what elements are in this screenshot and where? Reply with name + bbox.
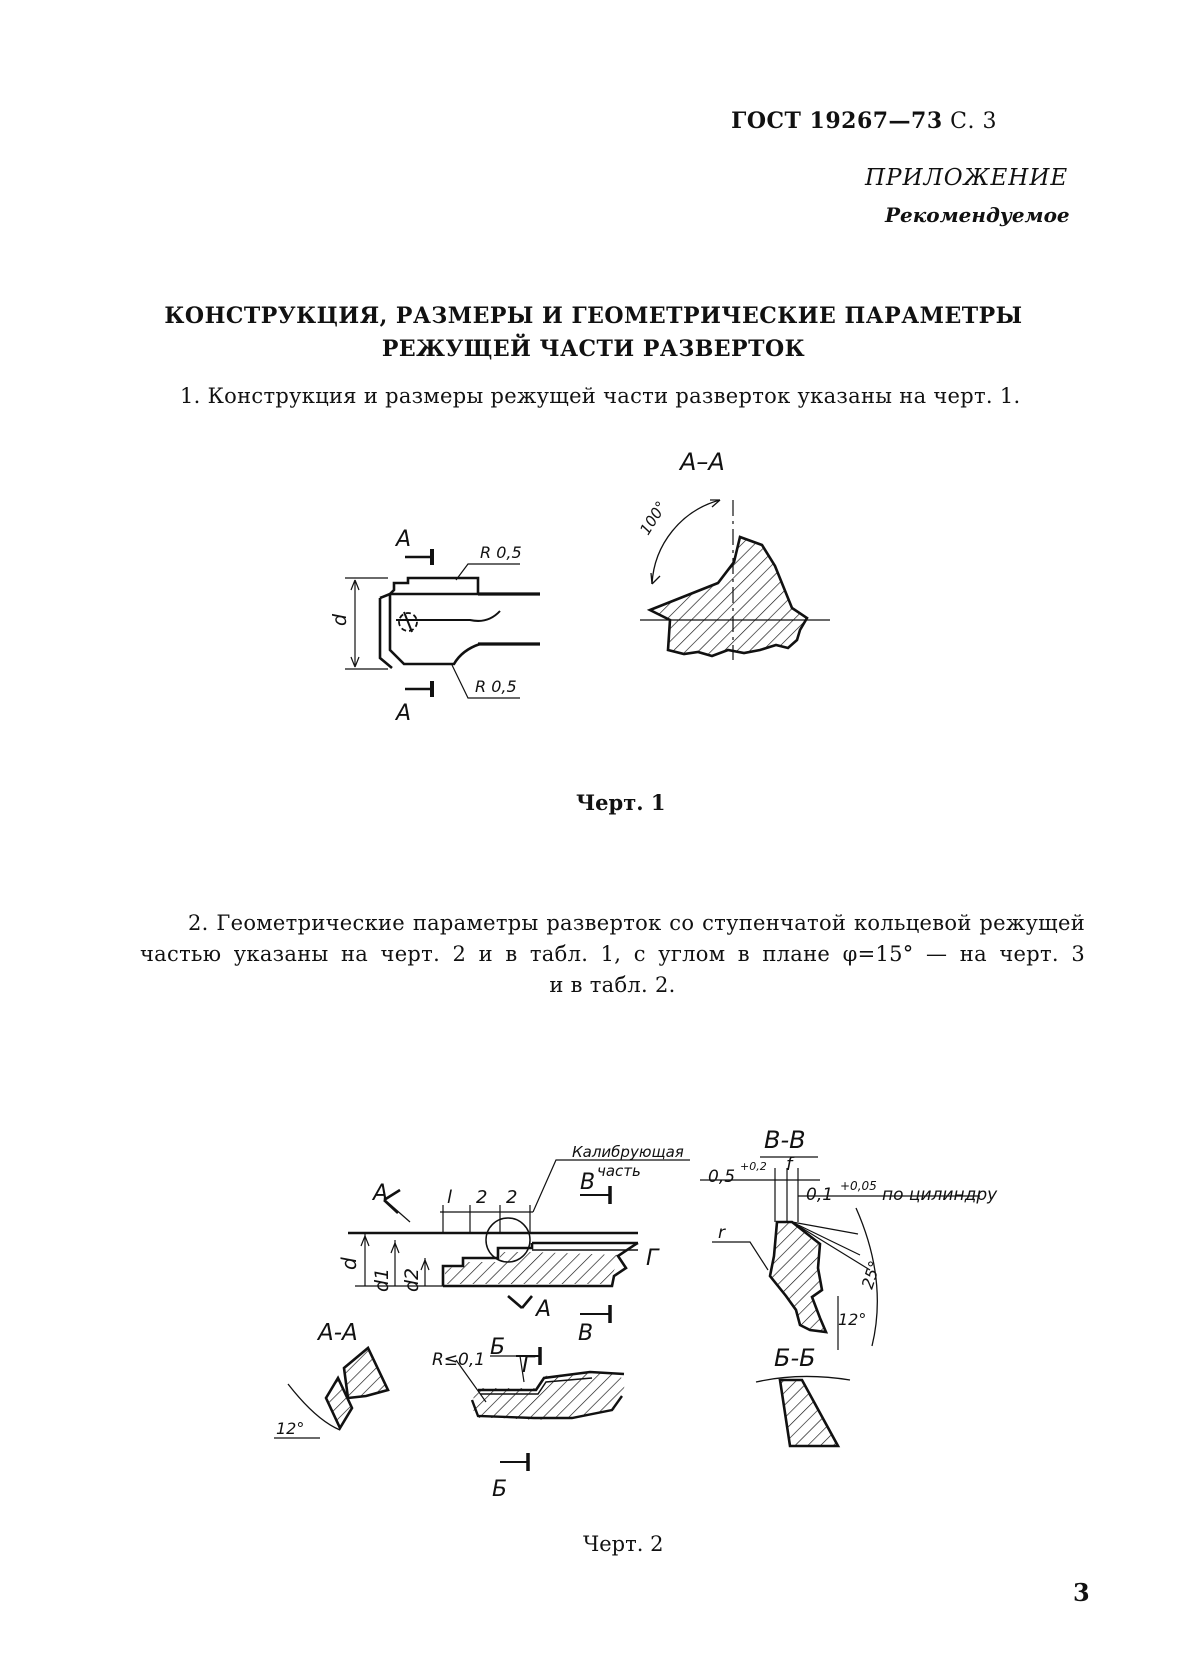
fig2-cylinder: по цилиндру bbox=[882, 1185, 998, 1205]
appendix-label: ПРИЛОЖЕНИЕ bbox=[865, 165, 1069, 191]
fig2-label-g: Г bbox=[646, 1246, 659, 1271]
fig2-dim-01: 0,1 bbox=[806, 1185, 834, 1205]
appendix-status: Рекомендуемое bbox=[885, 203, 1070, 227]
fig2-dim-2a: 2 bbox=[476, 1187, 488, 1208]
fig2-angle-12b: 12° bbox=[276, 1419, 305, 1438]
fig2-radius: R≤0,1 bbox=[432, 1350, 486, 1370]
fig2-angle-25: 25° bbox=[857, 1258, 885, 1292]
fig2-section-aa: А-А bbox=[318, 1320, 358, 1346]
fig2-tol-02: +0,2 bbox=[740, 1160, 767, 1173]
fig2-calibrating-2: часть bbox=[597, 1162, 641, 1180]
paragraph-1: 1. Конструкция и размеры режущей части разверток указаны на черт. 1. bbox=[180, 384, 1021, 408]
fig1-radius-top: R 0,5 bbox=[480, 543, 522, 562]
fig1-arrow-a-bottom: А bbox=[396, 701, 412, 726]
fig2-angle-12a: 12° bbox=[838, 1310, 867, 1329]
figure2-caption: Черт. 2 bbox=[583, 1532, 664, 1556]
figure2-main-view bbox=[348, 1160, 690, 1323]
fig1-section-title: А–А bbox=[680, 448, 725, 476]
fig2-dia-d1: d1 bbox=[371, 1267, 393, 1292]
paragraph-2-line3: и в табл. 2. bbox=[549, 973, 676, 997]
fig2-arrow-v: В bbox=[580, 1170, 596, 1195]
figure1-side-view bbox=[345, 549, 540, 698]
fig2-label-g2: Г bbox=[522, 1353, 535, 1378]
fig2-tol-005: +0,05 bbox=[840, 1179, 877, 1193]
fig2-dim-2b: 2 bbox=[506, 1187, 518, 1208]
page-title-line2: РЕЖУЩЕЙ ЧАСТИ РАЗВЕРТОК bbox=[381, 336, 806, 362]
fig2-arrow-a2: А bbox=[536, 1297, 552, 1322]
figure1-caption: Черт. 1 bbox=[576, 790, 666, 815]
fig2-arrow-a: А bbox=[373, 1181, 389, 1206]
fig2-section-vv: В-В bbox=[764, 1126, 806, 1154]
fig2-dia-d: d bbox=[337, 1257, 361, 1270]
fig1-radius-bottom: R 0,5 bbox=[475, 677, 517, 696]
fig2-arrow-b2: Б bbox=[492, 1477, 508, 1502]
figure1-section-aa bbox=[640, 500, 830, 660]
fig1-diameter: d bbox=[329, 613, 351, 626]
paragraph-2 bbox=[140, 908, 1085, 1001]
fig2-dim-l: l bbox=[447, 1187, 453, 1208]
page-number: 3 bbox=[1073, 1578, 1090, 1607]
fig2-label-r: r bbox=[718, 1223, 725, 1243]
fig1-angle-100: 100° bbox=[636, 497, 671, 539]
fig2-dim-05: 0,5 bbox=[708, 1167, 736, 1187]
page-title-line1: КОНСТРУКЦИЯ, РАЗМЕРЫ И ГЕОМЕТРИЧЕСКИЕ ПАРАМЕТРЫ bbox=[164, 303, 1023, 329]
paragraph-2-line2: частью указаны на черт. 2 и в табл. 1, с углом в плане φ=15° — на черт. 3 bbox=[140, 942, 1085, 966]
figure2-section-bb bbox=[756, 1376, 850, 1446]
standard-number: ГОСТ 19267—73 bbox=[731, 108, 943, 134]
fig1-arrow-a-top: А bbox=[396, 527, 412, 552]
page-ref: С. 3 bbox=[950, 109, 997, 134]
fig2-arrow-b1: Б bbox=[490, 1335, 506, 1360]
fig2-section-bb: Б-Б bbox=[774, 1344, 816, 1372]
fig2-arrow-v2: В bbox=[578, 1321, 594, 1346]
paragraph-2-line1: 2. Геометрические параметры разверток со ступенчатой кольцевой режущей bbox=[188, 911, 1085, 935]
fig2-dia-d2: d2 bbox=[401, 1267, 423, 1292]
fig2-calibrating: Калибрующая bbox=[572, 1143, 684, 1161]
fig2-label-f: f bbox=[786, 1154, 793, 1175]
